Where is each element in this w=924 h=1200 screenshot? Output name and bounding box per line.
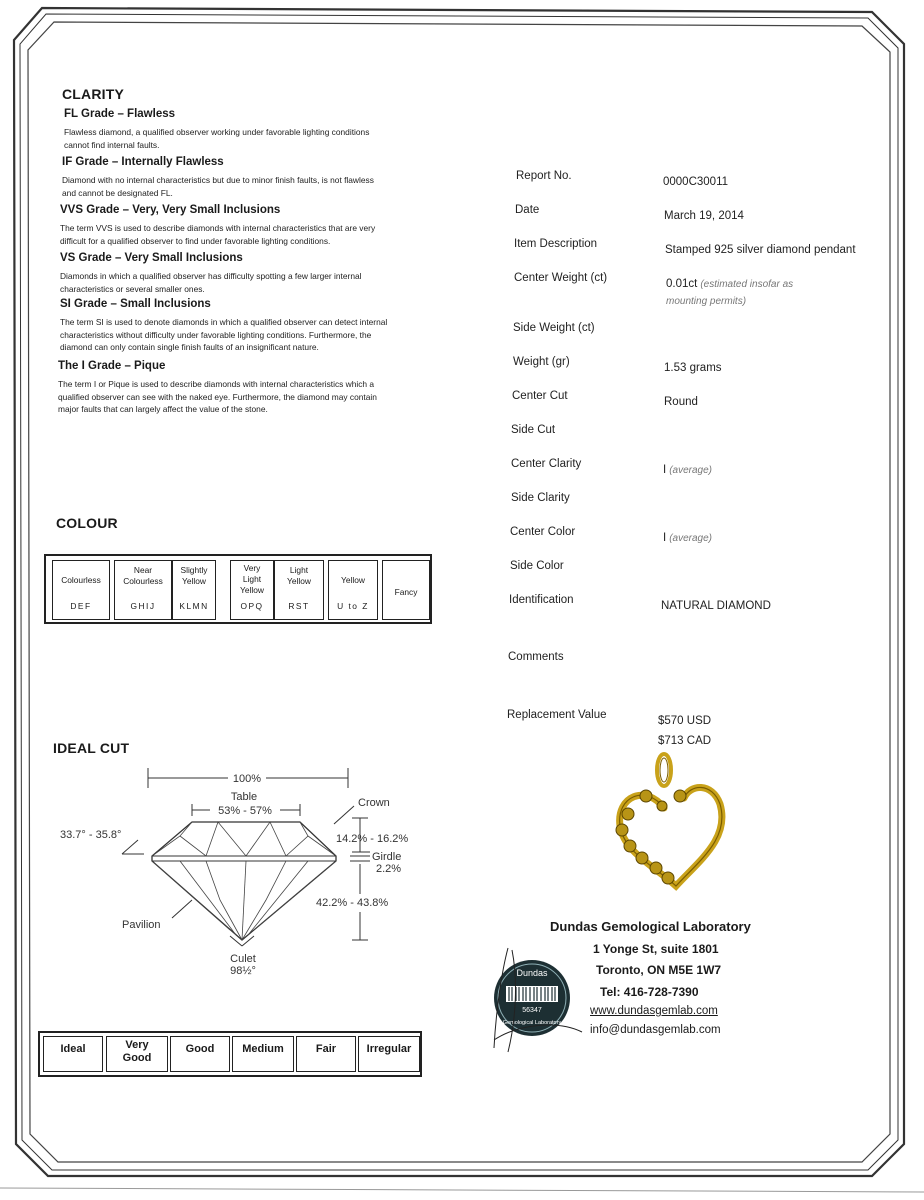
report-value-text: 0000C30011 — [663, 176, 729, 188]
clarity-grade-description — [58, 378, 428, 416]
colour-scale-grades: DEF — [70, 601, 92, 611]
crown-angle-label: 33.7° - 35.8° — [60, 829, 122, 841]
report-value-text: $570 USD $713 CAD — [658, 715, 712, 747]
report-label: Item Description — [514, 238, 598, 250]
report-value-text: 1.53 grams — [664, 362, 722, 374]
report-value — [658, 711, 711, 751]
report-value — [663, 172, 728, 192]
cut-grade-cell: Good — [170, 1036, 230, 1072]
crown-height-label: 14.2% - 16.2% — [336, 833, 409, 845]
pavilion-depth-label: 42.2% - 43.8% — [316, 897, 389, 909]
report-label: Replacement Value — [507, 709, 607, 721]
report-value — [665, 240, 856, 260]
lab-email: info@dundasgemlab.com — [590, 1024, 721, 1036]
lab-phone: Tel: 416-728-7390 — [600, 985, 699, 999]
lab-seal — [478, 940, 588, 1060]
colour-scale-grades: U to Z — [337, 601, 369, 611]
colour-scale-cell — [328, 560, 378, 620]
total-width-label: 100% — [232, 773, 262, 785]
cut-grade-cell: Fair — [296, 1036, 356, 1072]
girdle-value-label: 2.2% — [376, 863, 402, 875]
report-label: Center Clarity — [511, 458, 582, 470]
clarity-grade-description — [60, 316, 430, 354]
report-label: Identification — [509, 594, 574, 606]
clarity-description-line: major faults that can largely affect the value of the stone. — [58, 404, 268, 414]
report-label: Side Cut — [511, 424, 556, 436]
report-label: Center Weight (ct) — [514, 272, 608, 284]
colour-scale-name: Fancy — [394, 587, 418, 597]
report-value-text: March 19, 2014 — [664, 210, 744, 222]
clarity-description-line: Diamond with no internal characteristics but due to minor finish faults, is not flawless — [62, 175, 374, 185]
clarity-description-line: Diamonds in which a qualified observer has difficulty spotting a few larger internal — [60, 271, 362, 281]
colour-scale-name: Light Yellow — [287, 565, 311, 586]
colour-scale-table — [44, 554, 432, 624]
report-value — [664, 206, 744, 226]
report-label: Weight (gr) — [513, 356, 570, 368]
report-value-note: (estimated insofar as mounting permits) — [666, 279, 794, 307]
cut-grade-cell: Irregular — [358, 1036, 420, 1072]
colour-title: COLOUR — [56, 515, 118, 531]
colour-scale-name: Yellow — [341, 575, 365, 585]
seal-number: 56347 — [522, 1007, 542, 1014]
seal-top-text: Dundas — [516, 968, 548, 978]
clarity-description-line: Flawless diamond, a qualified observer working under favorable lighting conditions — [64, 127, 370, 137]
colour-scale-cell — [230, 560, 274, 620]
cut-grade-cell: Very Good — [106, 1036, 168, 1072]
colour-scale-name: Colourless — [61, 575, 101, 585]
colour-scale-cell — [274, 560, 324, 620]
report-label: Center Color — [510, 526, 576, 538]
girdle-label: Girdle — [372, 851, 402, 863]
colour-scale-cell — [52, 560, 110, 620]
report-label: Date — [515, 204, 540, 216]
clarity-grade-description — [60, 270, 430, 295]
colour-scale-grades: OPQ — [240, 601, 264, 611]
report-value — [663, 528, 712, 548]
clarity-description-line: The term I or Pique is used to describe diamonds with internal characteristics which a — [58, 379, 375, 389]
report-label: Center Cut — [512, 390, 568, 402]
clarity-description-line: diamond can only contain single finish faults of an insignificant nature. — [60, 342, 319, 352]
clarity-grade-heading: FL Grade – Flawless — [64, 108, 176, 120]
report-value-note: (average) — [669, 533, 713, 544]
report-value-text: I — [663, 464, 667, 476]
clarity-description-line: cannot find internal faults. — [64, 139, 160, 150]
cut-grade-cell: Ideal — [43, 1036, 103, 1072]
colour-scale-cell — [382, 560, 430, 620]
report-value — [663, 460, 712, 480]
clarity-title: CLARITY — [62, 86, 125, 102]
clarity-description-line: The term SI is used to denote diamonds in which a qualified observer can detect internal — [60, 317, 388, 327]
lab-address-1: 1 Yonge St, suite 1801 — [593, 942, 719, 956]
report-label: Side Clarity — [511, 492, 570, 504]
report-value — [664, 392, 698, 412]
report-value-note: (average) — [669, 465, 713, 476]
clarity-description-line: difficult for a qualified observer to find under favorable lighting conditions. — [60, 235, 331, 246]
colour-scale-grades: KLMN — [179, 601, 209, 611]
report-value — [666, 274, 793, 309]
colour-scale-cell — [172, 560, 216, 620]
clarity-grade-heading: The I Grade – Pique — [58, 360, 166, 372]
colour-scale-name: Very Light Yellow — [240, 563, 264, 595]
report-value-text: 0.01ct — [666, 278, 698, 290]
report-value-text: Round — [664, 396, 698, 408]
table-range-label: 53% - 57% — [218, 805, 272, 817]
report-value — [664, 358, 722, 378]
report-label: Side Color — [510, 560, 564, 572]
ideal-cut-diagram — [40, 760, 440, 980]
cut-grade-cell: Medium — [232, 1036, 294, 1072]
clarity-description-line: characteristics or several smaller ones. — [60, 283, 205, 294]
report-label: Report No. — [516, 170, 572, 182]
seal-bottom-text: Gemological Laboratory — [502, 1020, 562, 1026]
colour-scale-name: Slightly Yellow — [180, 565, 208, 586]
pavilion-label: Pavilion — [122, 919, 161, 931]
colour-scale-name: Near Colourless — [123, 565, 163, 586]
cut-grade-table — [38, 1031, 422, 1077]
culet-label: Culet — [230, 953, 256, 965]
report-label: Comments — [508, 651, 564, 663]
report-value-text: NATURAL DIAMOND — [661, 600, 771, 612]
clarity-grade-heading: VVS Grade – Very, Very Small Inclusions — [60, 204, 281, 216]
pendant-image — [606, 748, 756, 898]
report-value-text: I — [663, 532, 667, 544]
clarity-description-line: The term VVS is used to describe diamonds with internal characteristics that are very — [60, 223, 376, 233]
ideal-cut-title: IDEAL CUT — [53, 740, 130, 756]
colour-scale-grades: RST — [288, 601, 310, 611]
clarity-description-line: qualified observer can see with the naked eye. Furthermore, the diamond may contain — [58, 391, 377, 402]
report-value — [661, 596, 771, 616]
culet-value-label: 98½° — [230, 965, 256, 977]
lab-name: Dundas Gemological Laboratory — [550, 919, 751, 934]
clarity-description-line: characteristics without difficulty under favorable lighting conditions. Furthermore, the — [60, 329, 372, 340]
lab-website-link[interactable]: www.dundasgemlab.com — [590, 1005, 718, 1017]
report-label: Side Weight (ct) — [513, 322, 595, 334]
clarity-grade-heading: IF Grade – Internally Flawless — [62, 156, 224, 168]
clarity-grade-description — [64, 126, 434, 151]
colour-scale-grades: GHIJ — [130, 601, 156, 611]
clarity-grade-heading: VS Grade – Very Small Inclusions — [60, 252, 243, 264]
table-label: Table — [230, 791, 258, 803]
clarity-grade-heading: SI Grade – Small Inclusions — [60, 298, 211, 310]
crown-label: Crown — [358, 797, 390, 809]
clarity-grade-description — [62, 174, 432, 199]
clarity-description-line: and cannot be designated FL. — [62, 187, 173, 198]
lab-address-2: Toronto, ON M5E 1W7 — [596, 963, 722, 977]
colour-scale-cell — [114, 560, 172, 620]
clarity-grade-description — [60, 222, 430, 247]
report-value-text: Stamped 925 silver diamond pendant — [665, 244, 856, 256]
